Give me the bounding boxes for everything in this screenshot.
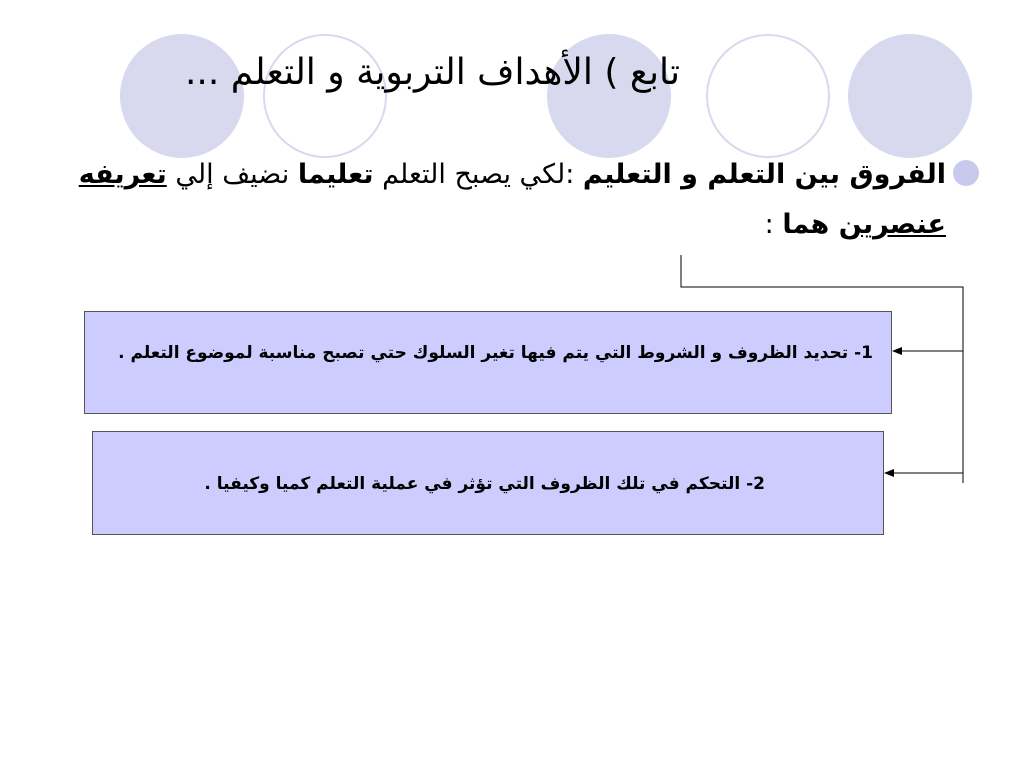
decor-circle-4 [706, 34, 830, 158]
slide-title: تابع ) الأهداف التربوية و التعلم ... [184, 52, 680, 93]
bullet-bold-3: تعليما [297, 159, 374, 190]
content-box-1 [84, 311, 892, 414]
bullet-icon [953, 160, 979, 186]
box-2-text: 2- التحكم في تلك الظروف التي تؤثر في عملية التعلم كميا وكيفيا . [204, 474, 765, 494]
bullet-text-2: :لكي يصبح التعلم [373, 159, 583, 190]
bullet-bold-1: الفروق بين التعلم و التعليم [582, 159, 946, 190]
bullet-bold-6: هما [782, 209, 839, 240]
bullet-text-7: : [764, 209, 783, 240]
bullet-paragraph [28, 150, 946, 250]
box-1-text: 1- تحديد الظروف و الشروط التي يتم فيها تغير السلوك حتي تصبح مناسبة لموضوع التعلم . [118, 343, 873, 363]
decor-circle-5 [848, 34, 972, 158]
content-box-2 [92, 431, 884, 535]
bullet-bold-underline-5: تعريفه عنصرين [78, 159, 946, 240]
bullet-text-4: نضيف إلي [166, 159, 298, 190]
